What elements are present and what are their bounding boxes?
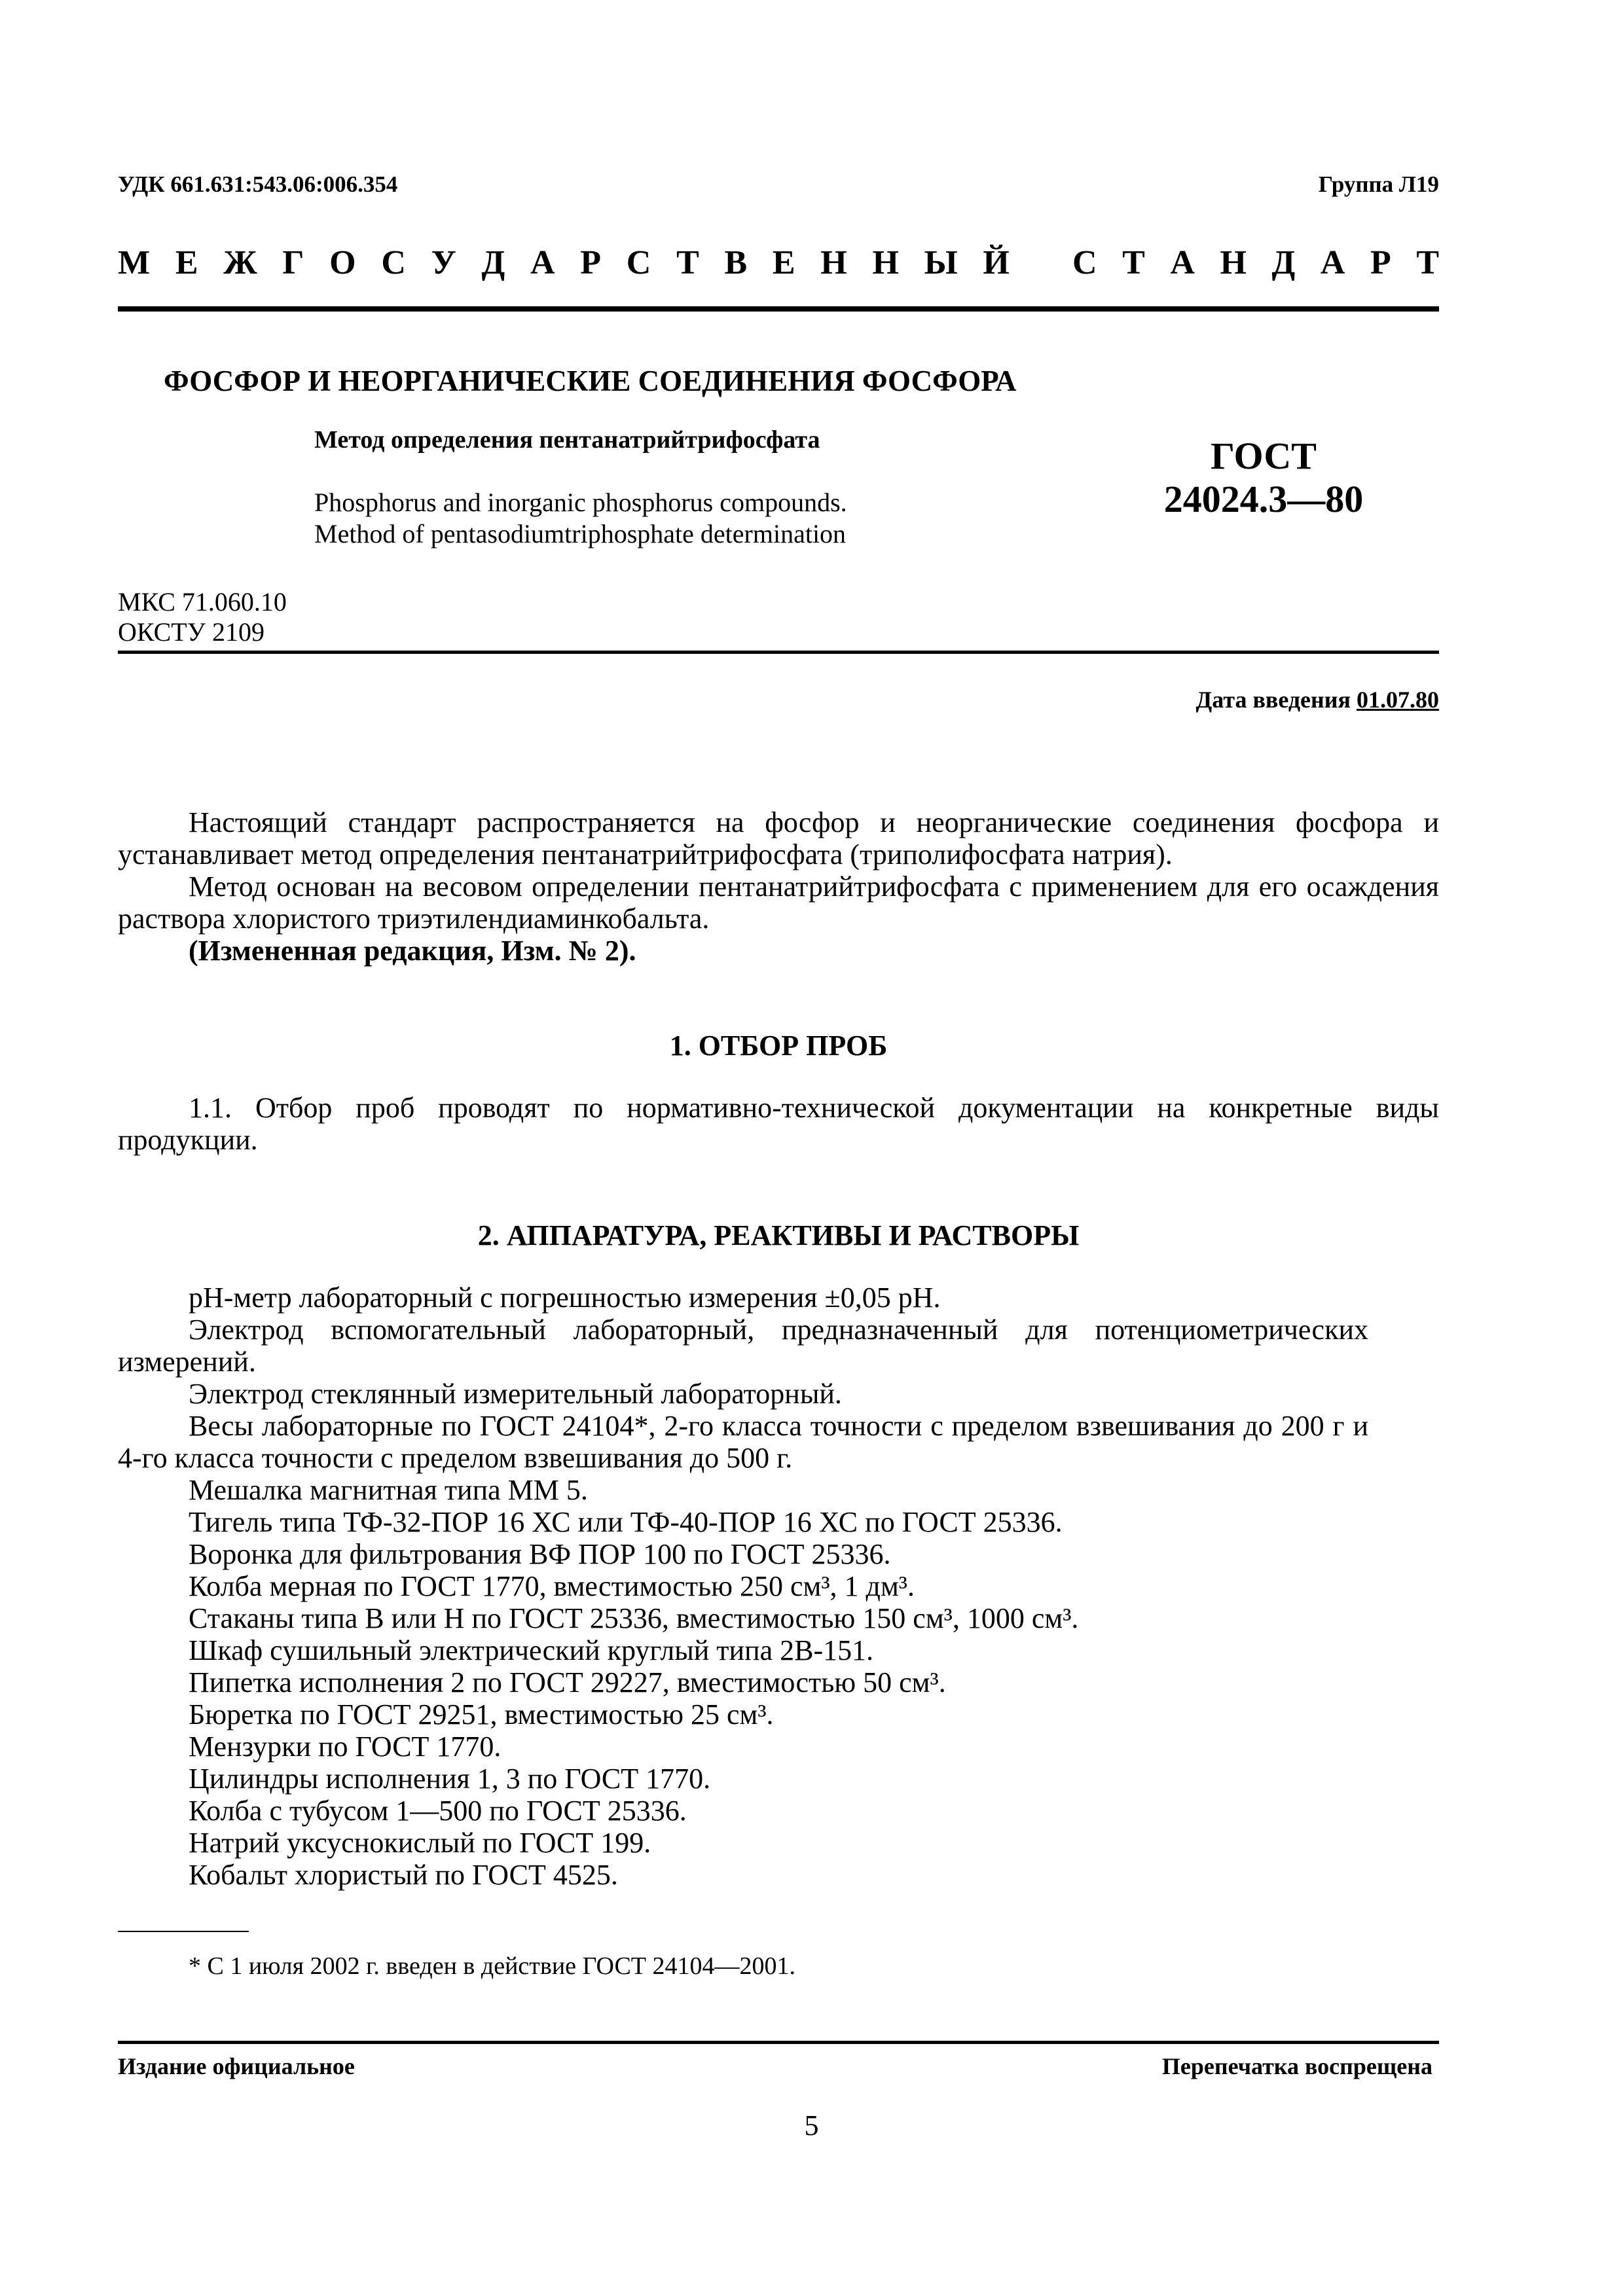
section-1-heading: 1. ОТБОР ПРОБ: [669, 1030, 888, 1062]
list-item: Кобальт хлористый по ГОСТ 4525.: [189, 1859, 618, 1891]
list-item: рН-метр лабораторный с погрешностью измерения ±0,05 рН.: [189, 1282, 941, 1314]
gost-number: 24024.3—80: [1163, 478, 1364, 520]
list-item: Тигель типа ТФ-32-ПОР 16 ХС или ТФ-40-ПОР 16 ХС по ГОСТ 25336.: [189, 1506, 1063, 1538]
intro-paragraph-2: Метод основан на весовом определении пентанатрийтрифосфата с применением для его осаждения раствора хлористого триэтилендиаминкобальта.: [118, 870, 1439, 935]
english-title-line1: Phosphorus and inorganic phosphorus compounds.: [314, 488, 847, 517]
reprint-note: Перепечатка воспрещена: [1161, 2053, 1432, 2079]
method-title: Метод определения пентанатрийтрифосфата: [314, 426, 820, 454]
list-item: Мензурки по ГОСТ 1770.: [189, 1731, 501, 1763]
list-item: Пипетка исполнения 2 по ГОСТ 29227, вместимостью 50 см³.: [189, 1666, 946, 1698]
banner-letter: Т: [1416, 244, 1439, 281]
banner-letter: Е: [175, 244, 198, 281]
banner-letter: С: [381, 244, 406, 281]
effective-date-value: 01.07.80: [1357, 687, 1439, 713]
footnote-rule: [118, 1931, 249, 1932]
edition-note: Издание официальное: [118, 2053, 355, 2079]
banner-letter: Н: [820, 244, 847, 281]
banner-letter: Ж: [223, 244, 257, 281]
effective-date-label: Дата введения: [1195, 687, 1351, 713]
banner-letter: Н: [1220, 244, 1247, 281]
english-title-line2: Method of pentasodiumtriphosphate determination: [314, 519, 847, 548]
effective-date: [1196, 686, 1440, 713]
section-1-paragraph: 1.1. Отбор проб проводят по нормативно-технической документации на конкретные виды продукции.: [118, 1092, 1439, 1156]
list-item: Мешалка магнитная типа ММ 5.: [189, 1474, 588, 1506]
banner-letter: Т: [676, 244, 699, 281]
list-item: Колба мерная по ГОСТ 1770, вместимостью 250 см³, 1 дм³.: [189, 1570, 915, 1602]
equipment-list: [118, 1282, 1368, 1891]
list-item: Натрий уксуснокислый по ГОСТ 199.: [189, 1827, 651, 1859]
banner-right: [1072, 243, 1439, 283]
list-item: Колба с тубусом 1—500 по ГОСТ 25336.: [189, 1795, 687, 1827]
banner-letter: С: [1072, 244, 1097, 281]
banner-letter: М: [118, 244, 151, 281]
mks-code: МКС 71.060.10: [118, 587, 287, 617]
banner-letter: Ы: [924, 244, 958, 281]
banner-letter: Р: [1370, 244, 1391, 281]
group-code: Группа Л19: [1318, 171, 1439, 197]
list-item: Шкаф сушильный электрический круглый типа 2В-151.: [189, 1634, 874, 1666]
banner-letter: Д: [481, 244, 505, 281]
list-item: Стаканы типа В или Н по ГОСТ 25336, вместимостью 150 см³, 1000 см³.: [189, 1602, 1079, 1634]
banner-letter: В: [724, 244, 748, 281]
banner-letter: А: [530, 244, 555, 281]
intro-paragraph-1: Настоящий стандарт распространяется на фосфор и неорганические соединения фосфора и устанавливает метод определения пентанатрийтрифосфата (триполифосфата натрия).: [118, 806, 1439, 870]
banner-letter: О: [329, 244, 356, 281]
footnote: * С 1 июля 2002 г. введен в действие ГОСТ 24104—2001.: [189, 1952, 796, 1980]
banner-left: [118, 243, 1010, 283]
banner-letter: Г: [282, 244, 304, 281]
banner-letter: Н: [872, 244, 899, 281]
banner-letter: Д: [1271, 244, 1296, 281]
amendment-note: (Измененная редакция, Изм. № 2).: [189, 935, 636, 967]
list-item: Бюретка по ГОСТ 29251, вместимостью 25 см³.: [189, 1698, 774, 1731]
banner-letter: С: [626, 244, 651, 281]
list-item: Электрод стеклянный измерительный лабораторный.: [189, 1378, 842, 1410]
section-1-body: [118, 1092, 1439, 1156]
banner-letter: Т: [1122, 244, 1145, 281]
section-2-heading: 2. АППАРАТУРА, РЕАКТИВЫ И РАСТВОРЫ: [477, 1219, 1080, 1251]
footer-rule: [118, 2041, 1439, 2044]
standard-banner: [118, 243, 1439, 283]
banner-letter: Р: [580, 244, 602, 281]
title-rule: [118, 651, 1439, 654]
header-rule: [118, 306, 1439, 312]
list-item: Воронка для фильтрования ВФ ПОР 100 по ГОСТ 25336.: [189, 1538, 891, 1570]
banner-letter: Е: [772, 244, 795, 281]
list-item: Цилиндры исполнения 1, 3 по ГОСТ 1770.: [189, 1763, 711, 1795]
intro: [118, 806, 1439, 967]
banner-letter: А: [1170, 244, 1195, 281]
gost-label: ГОСТ: [1211, 435, 1317, 477]
banner-letter: А: [1320, 244, 1345, 281]
document-title: ФОСФОР И НЕОРГАНИЧЕСКИЕ СОЕДИНЕНИЯ ФОСФОРА: [164, 365, 1017, 397]
okstu-code: ОКСТУ 2109: [118, 617, 265, 647]
banner-letter: Й: [983, 244, 1010, 281]
page-number: 5: [804, 2109, 819, 2142]
banner-letter: У: [431, 244, 456, 281]
udk-code: УДК 661.631:543.06:006.354: [118, 171, 398, 197]
list-item: Весы лабораторные по ГОСТ 24104*, 2-го класса точности с пределом взвешивания до 200 г и 4-го класса точности с пределом взвешивания до 500 г.: [118, 1410, 1368, 1474]
list-item: Электрод вспомогательный лабораторный, предназначенный для потенциометрических измерений.: [118, 1314, 1368, 1378]
gost-designation: [1152, 435, 1375, 521]
